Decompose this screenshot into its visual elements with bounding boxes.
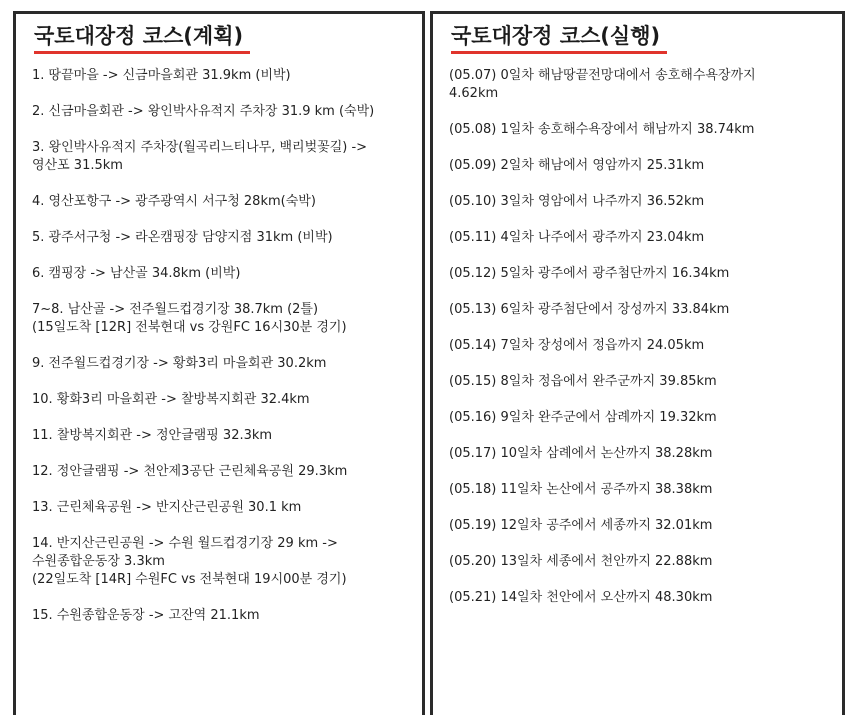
plan-course-item-line: 수원종합운동장 3.3km [32, 554, 165, 569]
plan-course-item-line: 9. 전주월드컵경기장 -> 황화3리 마을회관 30.2km [32, 356, 327, 371]
actual-course-item [449, 553, 836, 571]
plan-course-item-line: (22일도착 [14R] 수원FC vs 전북현대 19시00분 경기) [32, 572, 347, 587]
plan-course-item [32, 139, 416, 175]
plan-course-item-line: 11. 찰방복지회관 -> 정안글램핑 32.3km [32, 428, 273, 443]
actual-course-item-line: (05.09) 2일차 해남에서 영암까지 25.31km [449, 158, 705, 173]
plan-course-item [32, 499, 416, 517]
actual-course-item [449, 373, 836, 391]
actual-course-item-line: (05.21) 14일차 천안에서 오산까지 48.30km [449, 590, 713, 605]
plan-course-item-line: 4. 영산포항구 -> 광주광역시 서구청 28km(숙박) [32, 194, 316, 209]
plan-course-item-line: 6. 캠핑장 -> 남산골 34.8km (비박) [32, 266, 241, 281]
actual-course-list [449, 67, 836, 625]
plan-course-item-line: 1. 땅끝마을 -> 신금마을회관 31.9km (비박) [32, 68, 291, 83]
plan-course-item-line: 10. 황화3리 마을회관 -> 찰방복지회관 32.4km [32, 392, 310, 407]
actual-course-item-line: (05.07) 0일차 해남땅끝전망대에서 송호해수욕장까지 [449, 68, 756, 83]
plan-course-item [32, 103, 416, 121]
actual-course-item [449, 229, 836, 247]
actual-course-item-line: (05.10) 3일차 영암에서 나주까지 36.52km [449, 194, 705, 209]
actual-title: 국토대장정 코스(실행) [451, 24, 661, 48]
actual-course-item-line: (05.16) 9일차 완주군에서 삼례까지 19.32km [449, 410, 717, 425]
actual-course-item [449, 67, 836, 103]
actual-course-item [449, 445, 836, 463]
plan-title: 국토대장정 코스(계획) [34, 24, 244, 48]
plan-course-item-line: (15일도착 [12R] 전북현대 vs 강원FC 16시30분 경기) [32, 320, 347, 335]
actual-course-item [449, 337, 836, 355]
actual-course-item [449, 409, 836, 427]
actual-course-item [449, 589, 836, 607]
plan-course-item-line: 5. 광주서구청 -> 라온캠핑장 담양지점 31km (비박) [32, 230, 333, 245]
plan-course-item-line: 14. 반지산근린공원 -> 수원 월드컵경기장 29 km -> [32, 536, 338, 551]
actual-panel [430, 11, 845, 715]
actual-course-item [449, 121, 836, 139]
actual-course-item [449, 481, 836, 499]
plan-course-item [32, 67, 416, 85]
actual-course-item-line: (05.15) 8일차 정읍에서 완주군까지 39.85km [449, 374, 717, 389]
actual-course-item [449, 265, 836, 283]
plan-title-underline [34, 51, 250, 54]
plan-course-item [32, 193, 416, 211]
plan-course-item [32, 535, 416, 589]
plan-course-item [32, 301, 416, 337]
actual-course-item [449, 517, 836, 535]
plan-course-item-line: 3. 왕인박사유적지 주차장(월곡리느티나무, 백리벚꽃길) -> [32, 140, 368, 155]
actual-course-item-line: (05.20) 13일차 세종에서 천안까지 22.88km [449, 554, 713, 569]
plan-course-item [32, 265, 416, 283]
actual-title-underline [451, 51, 667, 54]
plan-course-item-line: 영산포 31.5km [32, 158, 123, 173]
actual-course-item-line: (05.17) 10일차 삼례에서 논산까지 38.28km [449, 446, 713, 461]
plan-course-item [32, 391, 416, 409]
plan-panel [13, 11, 425, 715]
plan-course-item [32, 463, 416, 481]
actual-course-item-line: (05.11) 4일차 나주에서 광주까지 23.04km [449, 230, 705, 245]
actual-course-item-line: (05.13) 6일차 광주첨단에서 장성까지 33.84km [449, 302, 730, 317]
actual-course-item-line: (05.19) 12일차 공주에서 세종까지 32.01km [449, 518, 713, 533]
plan-course-item-line: 7~8. 남산골 -> 전주월드컵경기장 38.7km (2틀) [32, 302, 319, 317]
plan-course-item [32, 355, 416, 373]
actual-course-item [449, 301, 836, 319]
actual-course-item [449, 157, 836, 175]
actual-course-item-line: (05.14) 7일차 장성에서 정읍까지 24.05km [449, 338, 705, 353]
actual-course-item-line: (05.12) 5일차 광주에서 광주첨단까지 16.34km [449, 266, 730, 281]
actual-course-item [449, 193, 836, 211]
plan-course-item [32, 427, 416, 445]
plan-course-item-line: 13. 근린체육공원 -> 반지산근린공원 30.1 km [32, 500, 302, 515]
actual-course-item-line: 4.62km [449, 86, 499, 101]
plan-course-item-line: 15. 수원종합운동장 -> 고잔역 21.1km [32, 608, 260, 623]
plan-course-list [32, 67, 416, 643]
plan-course-item [32, 229, 416, 247]
actual-course-item-line: (05.08) 1일차 송호해수욕장에서 해남까지 38.74km [449, 122, 755, 137]
plan-course-item-line: 12. 정안글램핑 -> 천안제3공단 근린체육공원 29.3km [32, 464, 348, 479]
plan-course-item-line: 2. 신금마을회관 -> 왕인박사유적지 주차장 31.9 km (숙박) [32, 104, 375, 119]
actual-course-item-line: (05.18) 11일차 논산에서 공주까지 38.38km [449, 482, 713, 497]
plan-course-item [32, 607, 416, 625]
